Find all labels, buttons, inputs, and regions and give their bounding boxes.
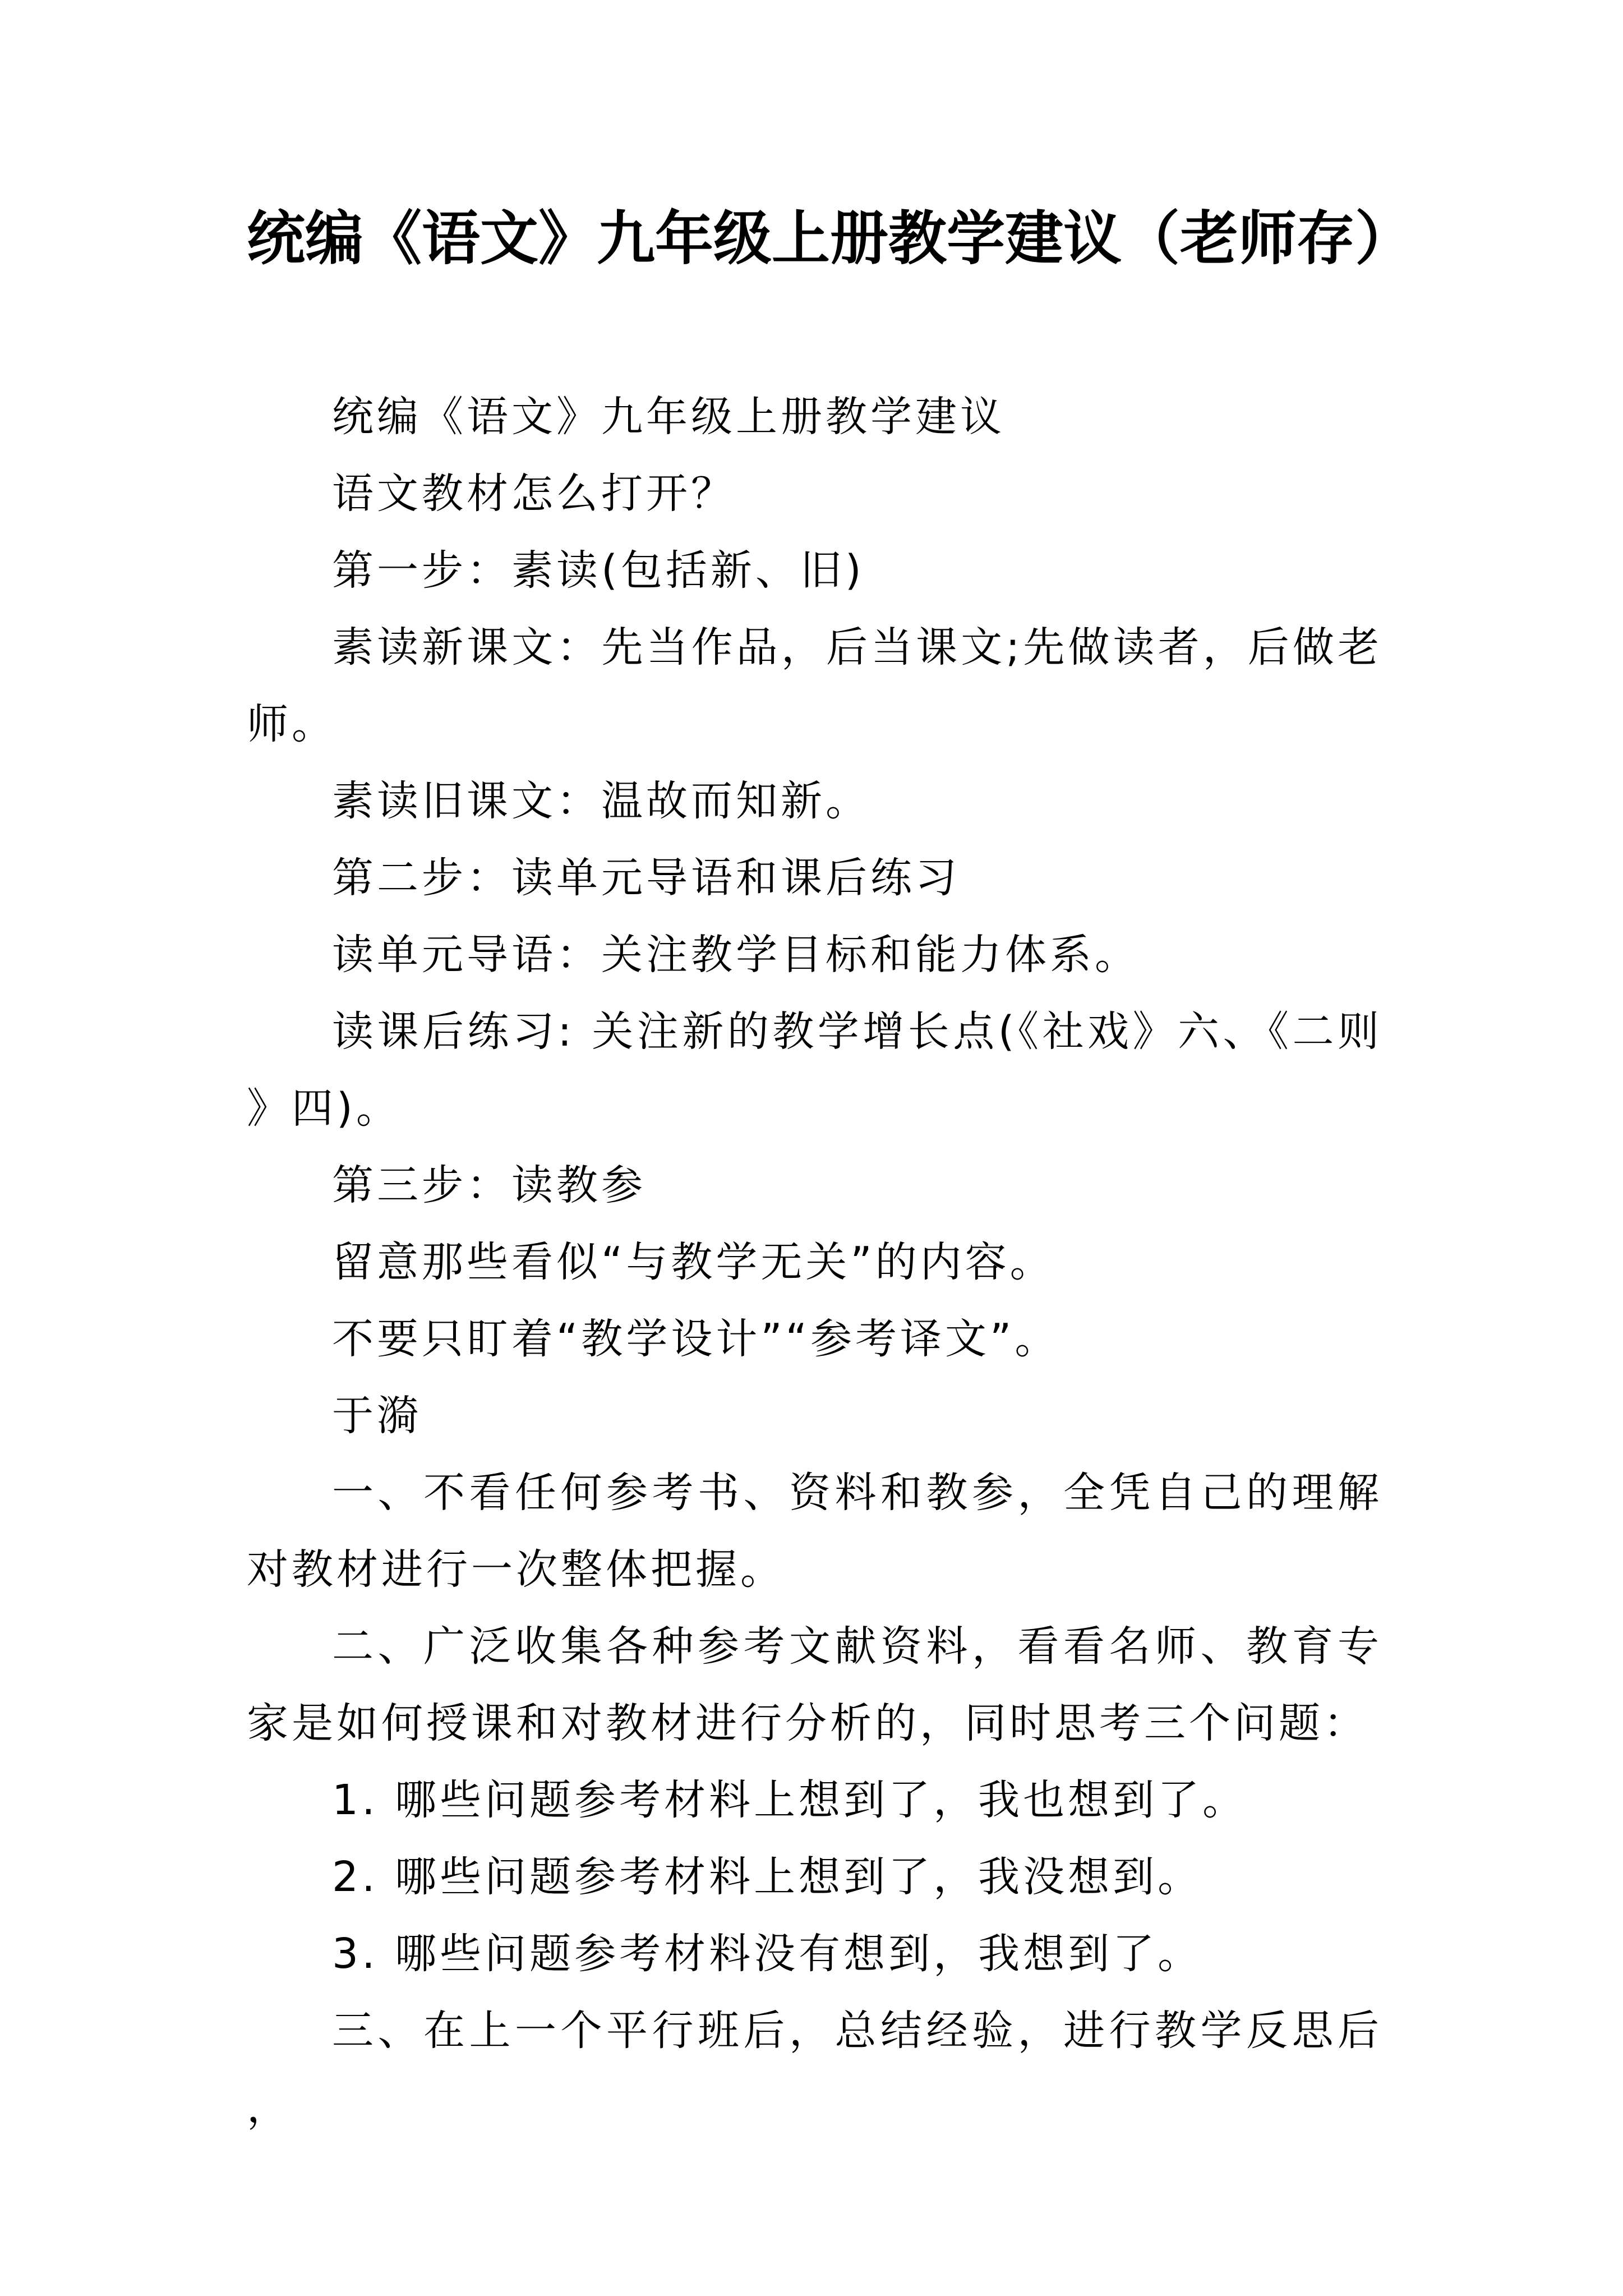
- paragraph-unit-guide: 读单元导语：关注教学目标和能力体系。: [332, 931, 1140, 979]
- list-item-2: 2. 哪些问题参考材料上想到了，我没想到。: [332, 1853, 1203, 1901]
- paragraph-question: 语文教材怎么打开？: [332, 470, 736, 518]
- paragraph-exercises: 读课后练习: 关注新的教学增长点(《社戏》六、《二则》四)。: [247, 1007, 1382, 1133]
- paragraph-step-three: 第三步：读教参: [332, 1161, 646, 1209]
- list-item-1: 1. 哪些问题参考材料上想到了，我也想到了。: [332, 1776, 1248, 1824]
- paragraph-note-design: 不要只盯着“教学设计”“参考译文”。: [332, 1315, 1060, 1363]
- paragraph-note-content: 留意那些看似“与教学无关”的内容。: [332, 1238, 1055, 1286]
- document-body: [247, 379, 1382, 2146]
- paragraph-point-one: 一、不看任何参考书、资料和教参，全凭自己的理解对教材进行一次整体把握。: [247, 1469, 1382, 1594]
- paragraph-subtitle: 统编《语文》九年级上册教学建议: [332, 393, 1005, 441]
- paragraph-author: 于漪: [332, 1392, 422, 1440]
- paragraph-step-one: 第一步：素读(包括新、旧): [332, 546, 865, 595]
- paragraph-read-old-text: 素读旧课文：温故而知新。: [332, 777, 870, 825]
- document-title: 统编《语文》九年级上册教学建议（老师存）: [247, 204, 1414, 273]
- paragraph-point-two: 二、广泛收集各种参考文献资料，看看名师、教育专家是如何授课和对教材进行分析的，同时思考三个问题：: [247, 1622, 1382, 1747]
- paragraph-point-three: 三、在上一个平行班后，总结经验，进行教学反思后，: [247, 2007, 1382, 2132]
- paragraph-read-new-text: 素读新课文：先当作品，后当课文;先做读者，后做老师。: [247, 623, 1382, 748]
- list-item-3: 3. 哪些问题参考材料没有想到，我想到了。: [332, 1930, 1203, 1978]
- paragraph-step-two: 第二步：读单元导语和课后练习: [332, 854, 960, 902]
